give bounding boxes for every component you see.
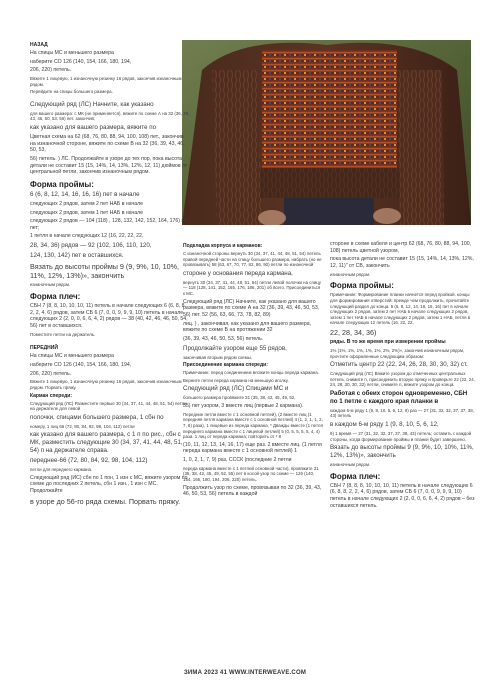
right-shoulder-heading: Форма плеч:: [330, 471, 381, 481]
front-heading: ПЕРЕДНИЙ: [30, 345, 58, 352]
back-switch: Перейдите на спицы большего размера.: [30, 89, 113, 95]
join-text-6: Передние петли вместе с 1 основной петлей), (2 вместе лиц (1 передняя петля кармана вместе с 1 основной петлей) 4 (1, 2, 1, 1, 2, 7, 8) раза), 1 лицевые из переда кармана, * Дважды вместе (1 петля переднего кармана вместе с 1 лицевой петлей) 5 (0, 5, 5, 5, 5, 4, 4) раза. 1 лиц от переда кармана; повторить от * 8: [183, 411, 323, 440]
lining-text-5: лиц. ) , закончивая, как указано для вашего размера, вяжите по схеме В на протяжении 32: [183, 320, 312, 334]
armhole-text-2: следующих 2 рядов, затем 2 пет НАБ в начале: [30, 200, 144, 207]
front-text-1: На спицы МС и меньшего размера: [30, 353, 114, 360]
right-shoulder-text: СБН 7 (8, 8, 8, 10, 10, 10, 11) петель в начале следующих 6 (6, 8, 8, 2, 2, 4, 6) рядов, затем СБ 6 (7, 0, 0, 9, 9, 9, 10) петель в начале следующих 2 (2, 0, 0, 6, 6, 4, 2) рядов – без оставшихся петель.: [330, 482, 475, 509]
back-next-4: Цветная схема на 62 (68, 76, 80, 88, 94, 100, 108) пет., закончив на изнаночной стороне, вяжите по схеме В на 32 (36, 39, 43, 46, 50, 53,: [30, 133, 185, 154]
join-heading: Присоединение кармана спереди:: [183, 362, 268, 369]
join-text-8: 1, 0, 2, 1, 7, 9) раз, СССК (последние 2 петли: [183, 457, 292, 464]
armhole-heading: Форма проймы:: [30, 179, 94, 189]
right-armhole-text-10: изнаночным рядом.: [330, 462, 371, 468]
back-heading: НАЗАД: [30, 42, 48, 48]
lining-text-4: Следующий ряд (ЛС) Начните, как указано для вашего размера, вяжите по схеме А на 32 (36, 39, 43, 46, 50, 53, 56) пет. 52 (56, 63, 66, 73, 78, 82, 89): [183, 298, 320, 318]
front-note: Вяжите 1 лицевую, 1 изнаночную резинку 16 рядов, закончив изнаночным рядом. Порвать пряжу.: [30, 379, 182, 390]
join-text-10: Продолжить узор по схеме, провязывая по 32 (36, 39, 43, 46, 50, 53, 56) петель в каждой: [183, 484, 322, 498]
armhole-text-1: 6 (6, 8, 12, 14, 16, 16, 16) пет в начале: [30, 190, 140, 198]
lining-text-8: закончивая вторым рядом схемы.: [183, 354, 253, 360]
armhole-text-8: Вязать до высоты проймы 9 (9, 9%, 10, 10%, 11%, 12%, 13%)», закончить: [30, 262, 180, 281]
page-footer: ЗИМА 2023 41 WWW.INTERWEAVE.COM: [183, 670, 307, 676]
pocket-text-1: Следующий ряд (ЛС) Разместите первые 30 (34, 37, 41, 44, 48, 51, 54) петли на держателе для левой: [30, 400, 187, 412]
join-text-3: Следующий ряд (ЛС) Спицами МС и: [183, 385, 289, 393]
back-intro-1: На спицы МС и меньшего размера: [30, 50, 114, 56]
pocket-text-2: полочки, спицами большего размера, 1 сбн по: [30, 413, 164, 421]
right-text-1: стороне в схеме кабеля и центр 62 (68, 76, 80, 88, 94, 100, 108) петель цветной узором,: [330, 241, 472, 254]
right-armhole-text-3: Отметить центр 22 (22, 24, 26, 28, 30, 30, 32) ст.: [330, 361, 468, 369]
pocket-text-8: в узоре до 56-го ряда схемы. Порвать пряжу.: [30, 496, 181, 506]
column-middle: [183, 241, 323, 500]
right-text-2: пока высота детали не составит 15 (15, 14%, 14, 13%, 12%, 12, 11)" от СВ, закончить: [330, 256, 474, 269]
pocket-text-5: переднее-66 (72, 80, 84, 92, 98, 104, 112): [30, 457, 148, 465]
lining-text-6: (36, 39, 43, 46, 50, 53, 56) петель.: [183, 335, 264, 342]
shoulder-text-2: Поместите петли на держатель.: [30, 331, 96, 337]
right-armhole-text-9: Вязать до высоты проймы 9 (9, 9%, 10, 10%, 11%, 12%, 13%)», закончить: [330, 444, 474, 460]
sweater-photo-illustration: [182, 40, 471, 225]
sweater-photo: [182, 40, 471, 225]
column-right: [330, 241, 475, 511]
join-text-4: большего размера провяжите 31 (35, 38, 42, 45, 49, 52,: [183, 395, 296, 401]
armhole-text-4: следующих 2 рядов — 104 (118) , 128, 132, 142, 152, 164, 176) пет пет;: [30, 218, 190, 231]
back-note: Вяжите 1 лицевую, 1 изнаночную резинку 16 рядов, закончив изнаночным рядом.: [30, 75, 182, 87]
join-text-2: Верните петли переда кармана на меньшую иголку.: [183, 377, 289, 383]
join-text-7: (10, 11, 12, 13, 14, 16, 17) еще раз. 2 вместе лиц. (1 петля переда кармана вместе с 1 основной петлей) 1: [183, 441, 322, 455]
join-text-1: Примечание: перед соединением вложите концы переда кармана.: [183, 370, 319, 376]
right-armhole-text-5: Работая с обеих сторон одновременно, СБН по 1 петле с каждого края планки в: [330, 389, 468, 405]
armhole-text-9: изнаночным рядом.: [30, 282, 71, 288]
column-left: [30, 40, 190, 508]
armhole-text-5: 1 петля в начале следующих 12 (16, 22, 22, 22,: [30, 233, 144, 240]
front-text-3: 206, 220) петель.: [30, 370, 72, 377]
pocket-text-4: как указано для вашего размера, с 1 п по рис., сбн с МК, разместить следующие 30 (34, 37, 41, 44, 48, 51, 54) п на держателе справа.: [30, 431, 183, 455]
back-next-1: Следующий ряд (ЛС) Начните, как указано: [30, 100, 154, 108]
right-armhole-text-6: каждом 6-м ряду 1 (9, 8, 10, 5, 6, 12, 9) раз — 27 (31, 32, 32, 37, 37, 38, 43) петель: [330, 407, 474, 419]
right-armhole-heading: Форма проймы:: [330, 281, 394, 291]
pocket-text-7: Следующий ряд (ИС) сбн по 1 пон, 1 изн с МС, вяжите узором по схеме до последних 2 петель, сбн 1 изн., 1 изн с МС. Продолжайте: [30, 474, 188, 495]
lining-text-1: С изнаночной стороны вернуть 30 (34, 37, 41, 44, 48, 51, 54) петель правой передней части на спицу большего размера, набрать (но не провязывать) 58 (63, 67, 70, 77, 82, 86, 90) петли по изнаночной: [183, 251, 322, 268]
right-text-3: изнаночным рядом.: [330, 271, 371, 277]
pocket-text-3: номеру, 1 лиц 66 (72, 80, 84, 92, 98, 104, 112) петли: [30, 423, 135, 429]
right-armhole-text-1: ряды. В то же время при измерении проймы: [330, 339, 446, 346]
shoulder-heading: Форма плеч:: [30, 292, 81, 302]
pocket-heading: Карман спереди:: [30, 392, 73, 399]
back-next-5: 56) петель. ) ЛС. Продолжайте в узоре до тех пор, пока высота детали не составит 15 (15, 14%, 14, 13%, 12%, 12, 11) дюймов от центральной петли, закончив изнаночным рядом.: [30, 155, 188, 176]
right-armhole-text-7: в каждом 6-м ряду 1 (9, 8, 10, 5, 6, 12,: [330, 421, 439, 429]
join-text-9: переда кармана вместе с 1 петлей основной части), провяжите 31 (35, 38, 42, 45, 49, 52, 55) пет в косой узор по схеме — 126 (140, 154, 166, 180, 194, 206, 220) петель.: [183, 465, 319, 482]
lining-heading: Подкладка корпуса и карманов:: [183, 243, 263, 249]
back-next-2: для вашего размера: с МК (не применяется), вяжите по схеме А на 32 (36, 39, 43, 46, 50, 53, 56) пет. закончив;: [30, 110, 190, 122]
armhole-text-6: 28, 34, 36) рядов — 92 (102, 106, 110, 120,: [30, 242, 152, 250]
armhole-text-7: 124, 130, 142) пет в оставшихся.: [30, 252, 124, 260]
right-armhole-text-4: Следующий ряд (ЛС) Вяжите узором до отмеченных центральных петель, снимите п, присоединить вторую пряжу и проверьте 22 (22, 24, 24, 28, 30, 30, 32) петли, снимите п, вяжите узором до конца.: [330, 371, 475, 388]
pocket-text-6: петли для переднего кармана.: [30, 467, 93, 473]
lining-text-3: вернуть 30 (34, 37, 41, 44, 48, 51, 54) петли левой полочки на спицу — 118 (128, 141, 152, 165, 176, 186, 201) об всего. Присоединиться к МС.: [183, 279, 321, 297]
front-text-2: наберите СО 126 (140, 154, 166, 180, 194,: [30, 361, 132, 368]
back-next-3: как указано для вашего размера, вяжите по: [30, 124, 157, 132]
lining-text-2: стороне у основания переда кармана,: [183, 269, 293, 277]
armhole-text-3: следующих 2 рядов, затем 1 пет НАБ в начале: [30, 209, 144, 216]
back-intro-3: 206, 220) петель.: [30, 67, 72, 74]
back-intro-2: наберите СО 126 (140, 154, 166, 180, 194,: [30, 58, 132, 65]
right-armhole-text-8: 9) 1 время — 27 (31, 32, 32, 37, 37, 38, 43) петель; оставить с каждой стороны, когда формирование проймы и планки будет завершено.: [330, 431, 472, 442]
right-armhole-text-2: 1% (1%, 1%, 1%, 1%, 1%, 2%, 2%)», закончив изнаночным рядом, прочтите оформленные следующим образом:: [330, 347, 465, 359]
lining-text-7: Продолжайте узором еще 55 рядов,: [183, 344, 287, 352]
shoulder-text-1: СБН 7 (8, 8, 10, 10, 10, 11) петель в начале следующих 6 (6, 8, 8, 2, 2, 4, 6) рядов, затем СБ 6 (7, 0, 0, 9, 9, 9, 10) петель в начале следующих 2 (2, 0, 0, 6, 6, 4, 2) рядов — 38 (40, 42, 46, 46, 50, 54, 56) пет в оставшихся.: [30, 303, 188, 330]
join-text-5: 55) пет узором, 3 вместе лиц (первые 2 кармана).: [183, 403, 304, 409]
right-armhole-big: 22, 28, 34, 36): [330, 328, 377, 337]
right-armhole-note: Примечание: Формирование планки начнется перед пройкой. концы для формирования отверстий; прежде чем продолжить, прочитайте следующий раздел до конца. 6 (6, 8, 12, 14, 16, 16, 16) пет в начале следующих 2 рядов, затем 2 пет НАБ в начале следующих 2 рядов, затем 1 пет НАБ в начале следующих 2 рядов, затем 1 НАБ, петля в начале следующих 12 петель (16, 22, 22,: [330, 292, 471, 326]
